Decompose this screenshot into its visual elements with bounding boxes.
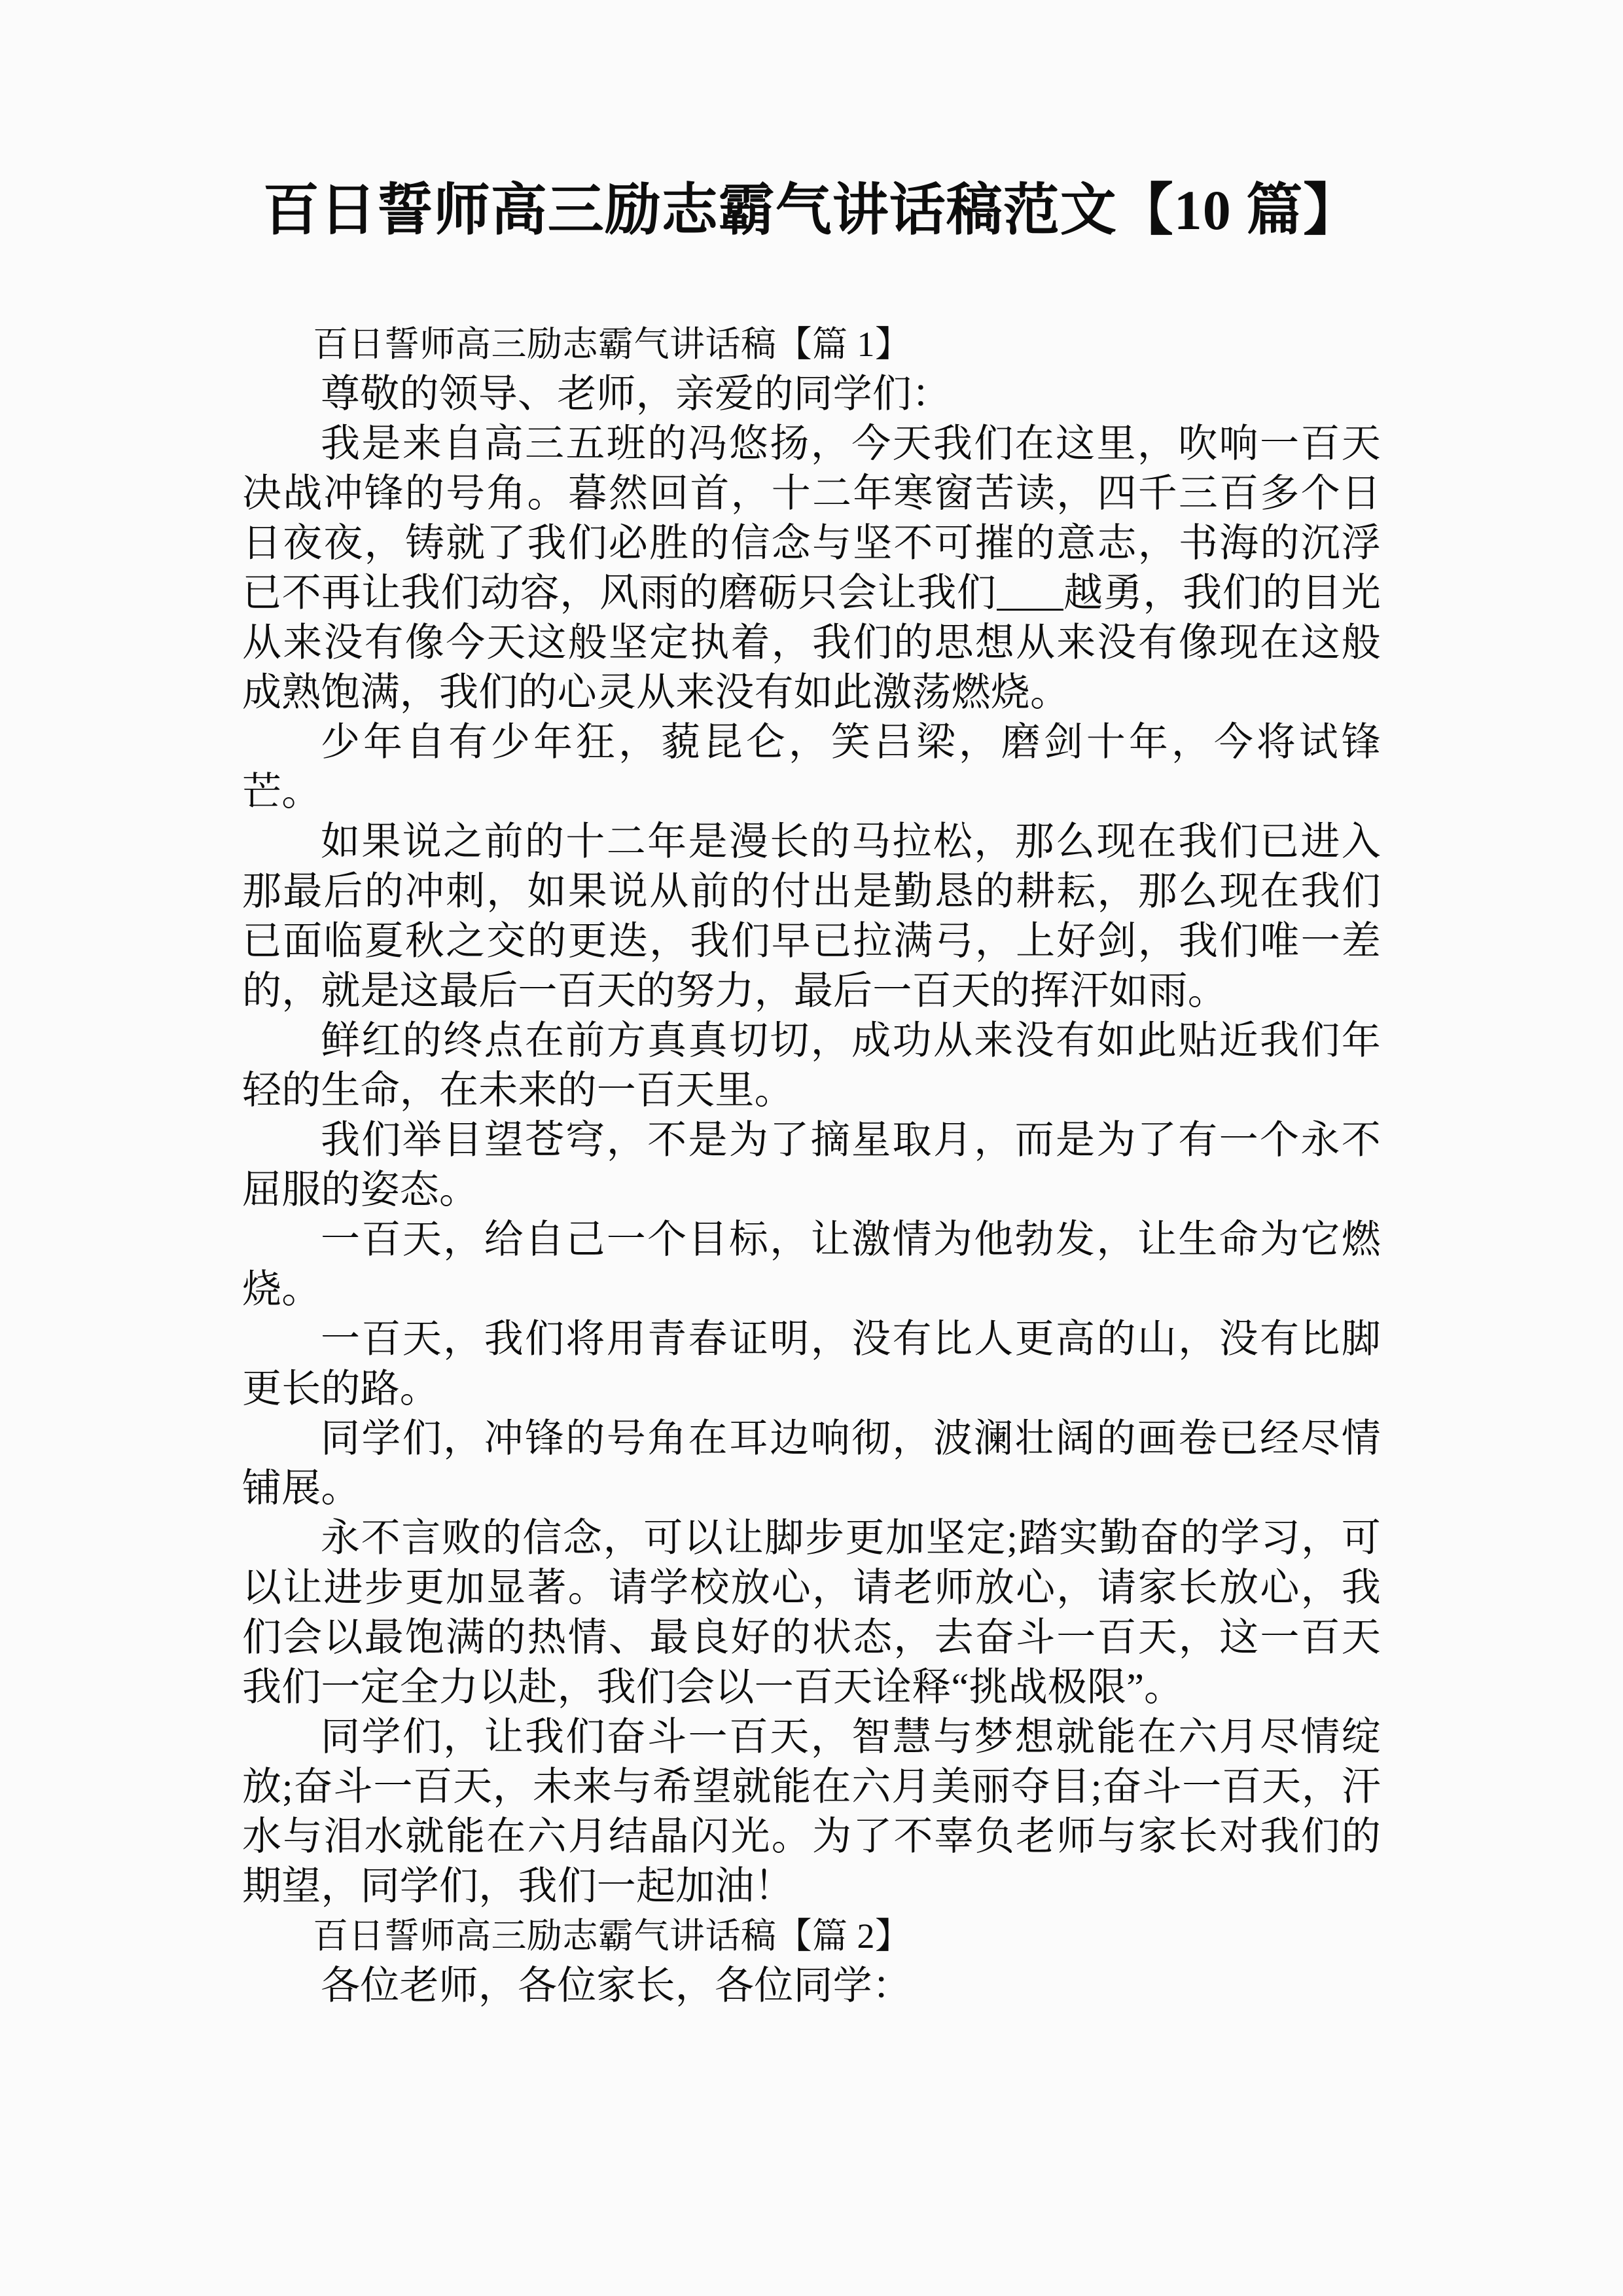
paragraph-1-7: 一百天，我们将用青春证明，没有比人更高的山，没有比脚更长的路。 bbox=[242, 1317, 1381, 1410]
paragraph-1-4: 鲜红的终点在前方真真切切，成功从来没有如此贴近我们年轻的生命，在未来的一百天里。 bbox=[242, 1018, 1381, 1112]
section-heading-2: 百日誓师高三励志霸气讲话稿【篇 2】 bbox=[313, 1916, 911, 1956]
paragraph-1-10: 同学们，让我们奋斗一百天，智慧与梦想就能在六月尽情绽放;奋斗一百天，未来与希望就能在六月美丽夺目;奋斗一百天，汗水与泪水就能在六月结晶闪光。为了不辜负老师与家长对我们的期望，同学们，我们一起加油！ bbox=[242, 1715, 1381, 1908]
paragraph-1-8: 同学们，冲锋的号角在耳边响彻，波澜壮阔的画卷已经尽情铺展。 bbox=[242, 1416, 1381, 1510]
fill-in-blank bbox=[997, 609, 1063, 611]
document-body bbox=[242, 319, 1381, 2011]
paragraph-greeting-1: 尊敬的领导、老师，亲爱的同学们： bbox=[321, 372, 952, 416]
page-title: 百日誓师高三励志霸气讲话稿范文【10 篇】 bbox=[262, 179, 1361, 242]
paragraph-1-2: 少年自有少年狂，藐昆仑，笑吕梁，磨剑十年，今将试锋芒。 bbox=[242, 720, 1381, 814]
paragraph-1-9: 永不言败的信念，可以让脚步更加坚定;踏实勤奋的学习，可以让进步更加显著。请学校放心，请老师放心，请家长放心，我们会以最饱满的热情、最良好的状态，去奋斗一百天，这一百天我们一定全力以赴，我们会以一百天诠释“挑战极限”。 bbox=[242, 1516, 1381, 1709]
paragraph-1-1: 我是来自高三五班的冯悠扬，今天我们在这里，吹响一百天决战冲锋的号角。暮然回首，十二年寒窗苦读，四千三百多个日日夜夜，铸就了我们必胜的信念与坚不可摧的意志，书海的沉浮已不再让我们动容，风雨的磨砺只会让我们 越勇，我们的目光从来没有像今天这般坚定执着，我们的思想从来没有像现在这般成熟饱满，我们的心灵从来没有如此激荡燃烧。 bbox=[242, 422, 1381, 714]
paragraph-1-6: 一百天，给自己一个目标，让激情为他勃发，让生命为它燃烧。 bbox=[242, 1217, 1381, 1311]
paragraph-greeting-2: 各位老师，各位家长，各位同学： bbox=[321, 1964, 912, 2007]
paragraph-1-5: 我们举目望苍穹，不是为了摘星取月，而是为了有一个永不屈服的姿态。 bbox=[242, 1118, 1381, 1211]
paragraph-1-3: 如果说之前的十二年是漫长的马拉松，那么现在我们已进入那最后的冲刺，如果说从前的付出是勤恳的耕耘，那么现在我们已面临夏秋之交的更迭，我们早已拉满弓，上好剑，我们唯一差的，就是这最后一百天的努力，最后一百天的挥汗如雨。 bbox=[242, 819, 1381, 1013]
section-heading-1: 百日誓师高三励志霸气讲话稿【篇 1】 bbox=[313, 324, 911, 364]
